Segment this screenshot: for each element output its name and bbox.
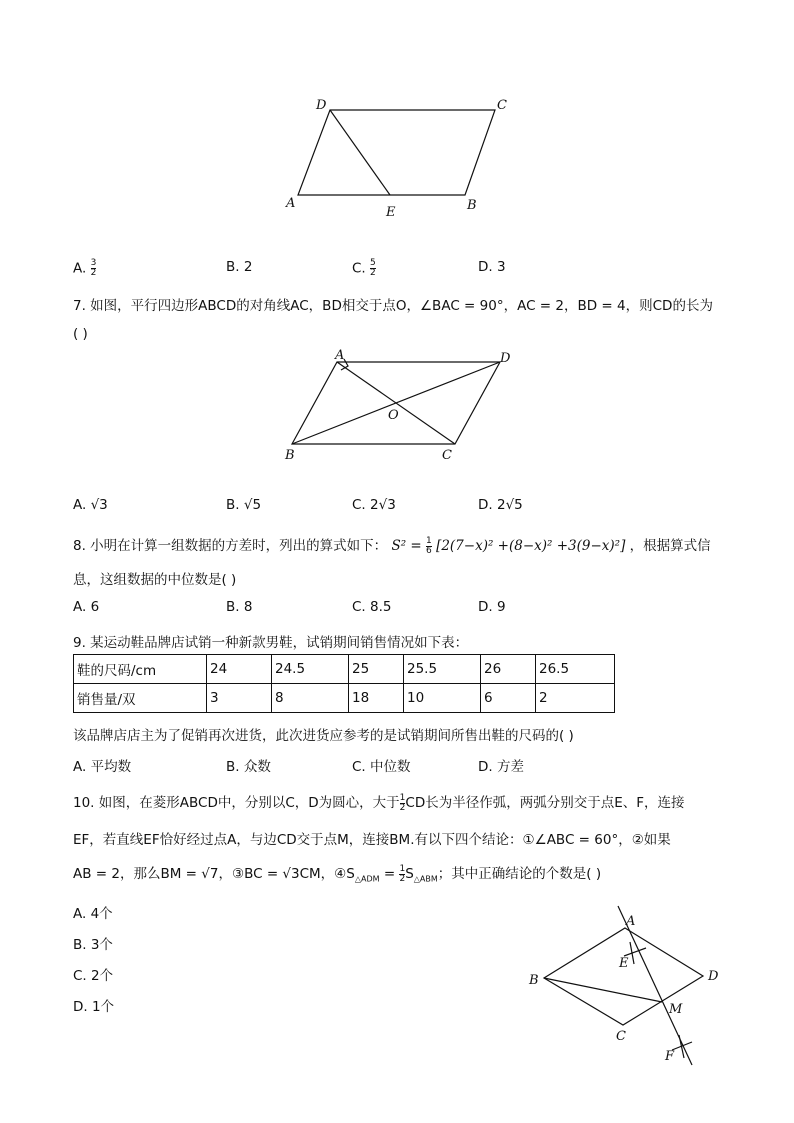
q10-line1-denominator: 2 [399,802,406,813]
table-cell: 26 [481,655,536,684]
label-o-q7: O [388,408,399,423]
q10-line3-subscript-abm: △ABM [413,874,438,884]
label-d-q7: D [500,351,511,366]
q8-formula-lhs: S² = [391,538,422,554]
q10-stem-line2: EF，若直线EF恰好经过点A，与边CD交于点M，连接BM.有以下四个结论：①∠ABC = 60°，②如果 [73,832,671,848]
q6-c-numerator: 5 [370,258,376,268]
label-a-q10: A [626,914,636,929]
table-cell: 鞋的尺码/cm [74,655,207,684]
q10-option-a: A. 4个 [73,906,113,922]
table-row [74,684,615,713]
label-b: B [467,198,477,213]
table-cell: 销售量/双 [74,684,207,713]
table-row [74,655,615,684]
q7-stem-line1: 7. 如图，平行四边形ABCD的对角线AC，BD相交于点O，∠BAC = 90°，AC = 2，BD = 4，则CD的长为 [73,298,713,314]
table-cell: 18 [349,684,404,713]
q10-option-d: D. 1个 [73,999,115,1015]
q8-option-a: A. 6 [73,599,100,615]
q8-stem-line1 [73,534,711,556]
table-cell: 25 [349,655,404,684]
parallelogram-outline [298,110,495,195]
segment-bm [544,978,662,1002]
table-cell: 3 [207,684,272,713]
q8-formula-denominator: 6 [426,545,432,556]
diagonal-bd [292,362,500,444]
q10-line3-post: ；其中正确结论的个数是( ) [437,866,602,882]
q8-option-b: B. 8 [226,599,253,615]
label-c-q7: C [442,448,452,463]
label-f-q10: F [665,1049,675,1064]
label-a: A [286,196,296,211]
q6-a-denominator: 2 [90,268,97,278]
q10-line3-pre: AB = 2，那么BM = √7，③BC = √3CM，④S [73,866,355,882]
label-e: E [386,205,396,220]
q10-option-b: B. 3个 [73,937,113,953]
q6-option-a-prefix: A. [73,260,87,277]
q8-option-c: C. 8.5 [352,599,392,615]
q6-option-c [352,259,376,278]
q9-option-b: B. 众数 [226,759,271,775]
q8-stem-line2: 息，这组数据的中位数是( ) [73,572,237,588]
q10-line1-post: CD长为半径作弧，两弧分别交于点E、F，连接 [405,795,685,811]
q9-stem: 9. 某运动鞋品牌店试销一种新款男鞋，试销期间销售情况如下表： [73,635,469,651]
q8-formula-body: [2(7−x)² +(8−x)² +3(9−x)²] [436,538,626,554]
q10-stem-line3 [73,862,601,884]
table-cell: 6 [481,684,536,713]
q8-option-d: D. 9 [478,599,506,615]
segment-de [330,110,390,195]
q10-stem-line1 [73,791,685,813]
q6-option-b: B. 2 [226,259,253,275]
q9-option-c: C. 中位数 [352,759,411,775]
sales-table [73,654,615,713]
q9-option-d: D. 方差 [478,759,524,775]
table-cell: 25.5 [404,655,481,684]
q10-line3-numerator: 1 [399,863,406,874]
arc-mark-e-1 [624,948,646,956]
q6-option-c-prefix: C. [352,260,366,277]
q7-option-a: A. √3 [73,497,108,513]
q6-option-d: D. 3 [478,259,506,275]
q10-line3-denominator: 2 [399,873,406,884]
q7-option-b: B. √5 [226,497,262,513]
q8-formula-fraction [426,537,432,556]
q6-c-denominator: 2 [370,268,376,278]
q6-option-a [73,259,96,278]
q10-option-c: C. 2个 [73,968,114,984]
rhombus-figure-q10 [520,900,740,1070]
q10-line3-equals: = [379,866,400,882]
table-cell: 2 [536,684,615,713]
label-e-q10: E [619,956,629,971]
q10-line3-subscript-adm: △ADM [354,874,380,884]
q7-option-c: C. 2√3 [352,497,396,513]
q10-line3-s: S [405,866,414,882]
table-cell: 8 [272,684,349,713]
label-b-q7: B [285,448,295,463]
label-c-q10: C [616,1029,626,1044]
label-a-q7: A [335,348,345,363]
q7-option-d: D. 2√5 [478,497,523,513]
q6-a-numerator: 3 [90,258,97,268]
table-cell: 26.5 [536,655,615,684]
label-d-q10: D [708,969,719,984]
q8-stem-post: ，根据算式信 [629,538,711,554]
label-d: D [316,98,327,113]
q6-option-c-fraction [370,259,376,278]
table-cell: 10 [404,684,481,713]
label-m-q10: M [669,1002,683,1017]
table-cell: 24 [207,655,272,684]
label-b-q10: B [529,973,539,988]
q8-formula-numerator: 1 [426,535,432,546]
q10-line1-pre: 10. 如图，在菱形ABCD中，分别以C，D为圆心，大于 [73,795,400,811]
q6-option-a-fraction [91,259,97,278]
parallelogram-figure-q6 [280,95,520,225]
label-c: C [497,98,507,113]
q9-option-a: A. 平均数 [73,759,132,775]
q9-question: 该品牌店店主为了促销再次进货，此次进货应参考的是试销期间所售出鞋的尺码的( ) [73,728,574,744]
q8-stem-pre: 8. 小明在计算一组数据的方差时，列出的算式如下： [73,538,388,554]
q10-line1-numerator: 1 [399,792,406,803]
table-cell: 24.5 [272,655,349,684]
q7-stem-line2: ( ) [73,326,88,342]
parallelogram-figure-q7 [280,345,520,465]
